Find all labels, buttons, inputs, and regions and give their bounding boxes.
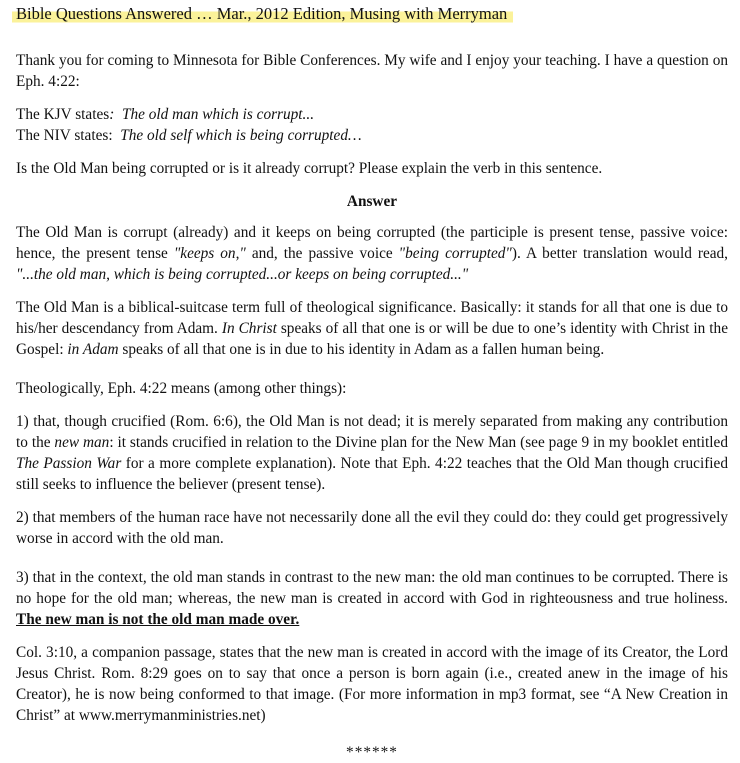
answer-heading: Answer	[346, 193, 398, 210]
answer-paragraph-1	[16, 222, 728, 285]
text-run: speaks of all that one is or will be due to one’s identity with Christ in the Gospel:	[16, 320, 728, 358]
answer-point-2: 2) that members of the human race have not necessarily done all the evil they could do: they could get progressively worse in accord with the old man.	[16, 509, 728, 547]
kjv-label: The KJV states	[16, 106, 110, 123]
question-ask: Is the Old Man being corrupted or is it already corrupt? Please explain the verb in this sentence.	[16, 160, 603, 177]
text-run: 1) that, though crucified (Rom. 6:6), the Old Man is not dead; it is merely separated from making any contribution to the	[16, 413, 728, 451]
answer-point-1	[16, 411, 728, 495]
niv-text: The old self which is being corrupted…	[120, 127, 362, 144]
italic-run: "keeps on,"	[173, 245, 246, 262]
italic-run: "...the old man, which is being corrupted...or keeps on being corrupted..."	[16, 266, 469, 283]
text-run: and, the passive voice	[245, 245, 399, 262]
italic-run: new man	[54, 434, 110, 451]
kjv-ellipsis: ...	[302, 106, 315, 123]
section-divider: ******	[346, 744, 398, 761]
answer-point-3	[16, 567, 728, 630]
underlined-bold-run: The new man is not the old man made over.	[16, 611, 300, 628]
text-run: The Old Man is corrupt (already) and it keeps on being corrupted (the participle is present tense, passive voice: hence, the present tense	[16, 224, 728, 262]
answer-paragraph-2	[16, 297, 728, 360]
italic-run: The Passion War	[16, 455, 122, 472]
italic-run: in Adam	[67, 341, 119, 358]
italic-run: In Christ	[221, 320, 277, 337]
text-run: speaks of all that one is in due to his identity in Adam as a fallen human being.	[118, 341, 605, 358]
text-run: : it stands crucified in relation to the Divine plan for the New Man (see page 9 in my booklet entitled	[109, 434, 728, 451]
translations-block	[16, 104, 728, 146]
kjv-text: The old man which is corrupt	[121, 106, 303, 123]
text-run: 3) that in the context, the old man stands in contrast to the new man: the old man continues to be corrupted. There is no hope for the old man; whereas, the new man is created in accord with God in righteousness and true holiness.	[16, 569, 728, 607]
question-intro: Thank you for coming to Minnesota for Bible Conferences. My wife and I enjoy your teaching. I have a question on Eph. 4:22:	[16, 52, 728, 90]
answer-paragraph-3: Theologically, Eph. 4:22 means (among other things):	[16, 380, 347, 397]
text-run: The Old Man is a biblical-suitcase term full of theological significance. Basically: it stands for all that one is due to his/her descendancy from Adam.	[16, 299, 728, 337]
text-run: ). A better translation would read,	[511, 245, 728, 262]
text-run: for a more complete explanation). Note that Eph. 4:22 teaches that the Old Man though crucified still seeks to influence the believer (present tense).	[16, 455, 728, 493]
page-title: Bible Questions Answered … Mar., 2012 Edition, Musing with Merryman	[12, 3, 513, 25]
document-body	[16, 50, 728, 763]
answer-paragraph-col: Col. 3:10, a companion passage, states that the new man is created in accord with the image of its Creator, the Lord Jesus Christ. Rom. 8:29 goes on to say that once a person is born again (i.e., created anew in the image of his Creator), he is now being conformed to that image. (For more information in mp3 format, see “A New Creation in Christ” at www.merrymanministries.net)	[16, 644, 728, 724]
italic-run: "being corrupted"	[398, 245, 512, 262]
niv-label: The NIV states:	[16, 127, 113, 144]
kjv-colon: :	[109, 106, 115, 123]
